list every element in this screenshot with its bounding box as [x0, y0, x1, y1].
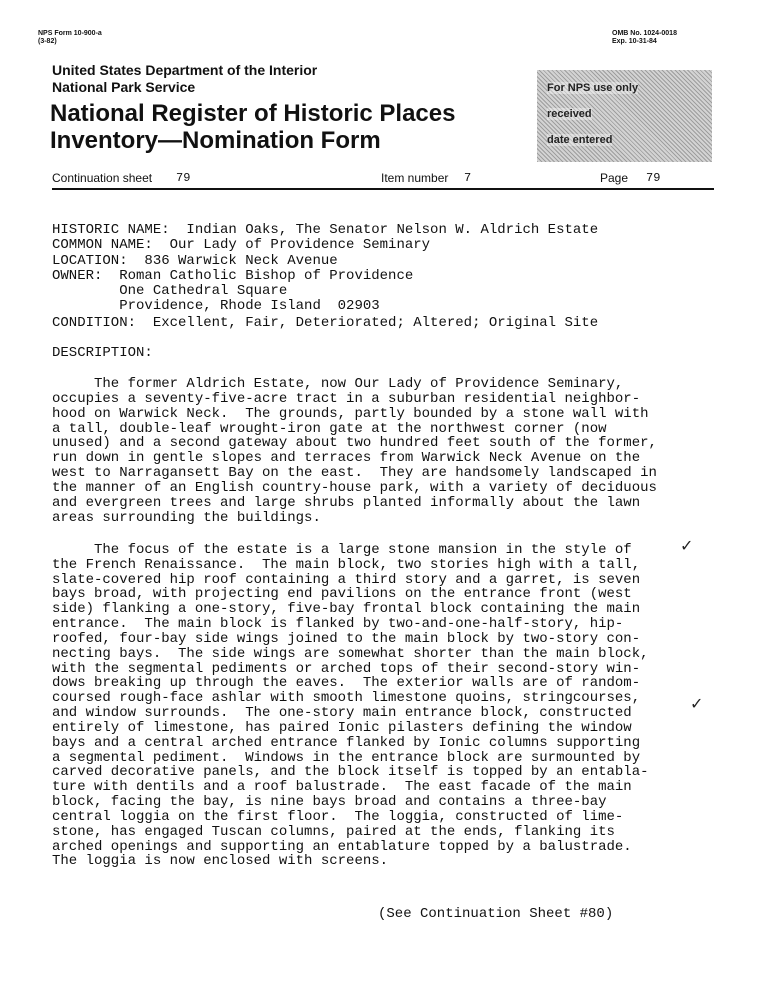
- owner-line: OWNER: Roman Catholic Bishop of Providence: [52, 268, 414, 284]
- historic-name-line: HISTORIC NAME: Indian Oaks, The Senator Nelson W. Aldrich Estate: [52, 222, 599, 238]
- common-name-line: COMMON NAME: Our Lady of Providence Seminary: [52, 237, 431, 253]
- page-label: Page: [600, 171, 629, 185]
- form-title-line2: Inventory—Nomination Form: [50, 127, 381, 154]
- location-line: LOCATION: 836 Warwick Neck Avenue: [52, 253, 338, 269]
- form-id-block: [38, 30, 102, 46]
- owner-address-line1: One Cathedral Square: [52, 283, 288, 299]
- form-title-line1: National Register of Historic Places: [50, 100, 456, 127]
- page-number: 79: [646, 171, 661, 185]
- form-id: NPS Form 10-900-a: [38, 30, 102, 37]
- received-label: received: [547, 108, 592, 120]
- omb-number: OMB No. 1024-0018: [612, 30, 677, 37]
- department-name: United States Department of the Interior: [52, 62, 318, 78]
- form-revision: (3-82): [38, 38, 57, 45]
- description-heading: DESCRIPTION:: [52, 345, 153, 361]
- item-number-label: Item number: [381, 171, 449, 185]
- continuation-sheet-label: Continuation sheet: [52, 171, 153, 185]
- date-entered-label: date entered: [547, 134, 613, 146]
- check-mark-icon: ✓: [690, 696, 704, 713]
- description-paragraph-2: The focus of the estate is a large stone mansion in the style of the French Renaissance. The main block, two stories high with a tall, slate-covered hip roof containing a third story and a garret, is seven bays broad, with projecting end pavilions on the entrance front (west side) flanking a one-story, five-bay frontal block containing the main entrance. The main block is flanked by two-and-one-half-story, hip- roofed, four-bay side wings joined to the main block by two-story con- necting bays. The side wings are somewhat shorter than the main block, with the segmental pediments or arched tops of their second-story win- dows breaking up through the eaves. The exterior walls are of random- coursed rough-face ashlar with smooth limestone quoins, stringcourses, and window surrounds. The one-story main entrance block, constructed entirely of limestone, has paired Ionic pilasters defining the window bays and a central arched entrance flanked by Ionic columns supporting a segmental pediment. Windows in the entrance block are surmounted by carved decorative panels, and the block itself is topped by an entabla- ture with dentils and a roof balustrade. The east facade of the main block, facing the bay, is nine bays broad and contains a three-bay central loggia on the first floor. The loggia, constructed of lime- stone, has engaged Tuscan columns, paired at the ends, flanking its arched openings and supporting an entablature topped by a balustrade. The loggia is now enclosed with screens.: [52, 542, 649, 870]
- see-continuation-note: (See Continuation Sheet #80): [378, 906, 614, 922]
- check-mark-icon: ✓: [680, 538, 694, 555]
- service-name: National Park Service: [52, 79, 196, 95]
- condition-line: CONDITION: Excellent, Fair, Deteriorated; Altered; Original Site: [52, 315, 599, 331]
- nps-use-only-box: [537, 70, 712, 162]
- omb-expiration: Exp. 10-31-84: [612, 38, 657, 45]
- continuation-sheet-number: 79: [176, 171, 191, 185]
- item-number-value: 7: [464, 171, 472, 185]
- description-paragraph-1: The former Aldrich Estate, now Our Lady of Providence Seminary, occupies a seventy-five-acre tract in a suburban residential neighbor- hood on Warwick Neck. The grounds, partly bounded by a stone wall with a tall, double-leaf wrought-iron gate at the northwest corner (now unused) and a second gateway about two hundred feet south of the former, run down in gentle slopes and terraces from Warwick Neck Avenue on the west to Narragansett Bay on the east. They are handsomely landscaped in the manner of an English country-house park, with a variety of deciduous and evergreen trees and large shrubs planted informally about the lawn areas surrounding the buildings.: [52, 376, 657, 526]
- omb-block: [612, 30, 677, 46]
- header-divider: [52, 188, 714, 190]
- nps-use-only-label: For NPS use only: [547, 82, 639, 94]
- owner-address-line2: Providence, Rhode Island 02903: [52, 298, 380, 314]
